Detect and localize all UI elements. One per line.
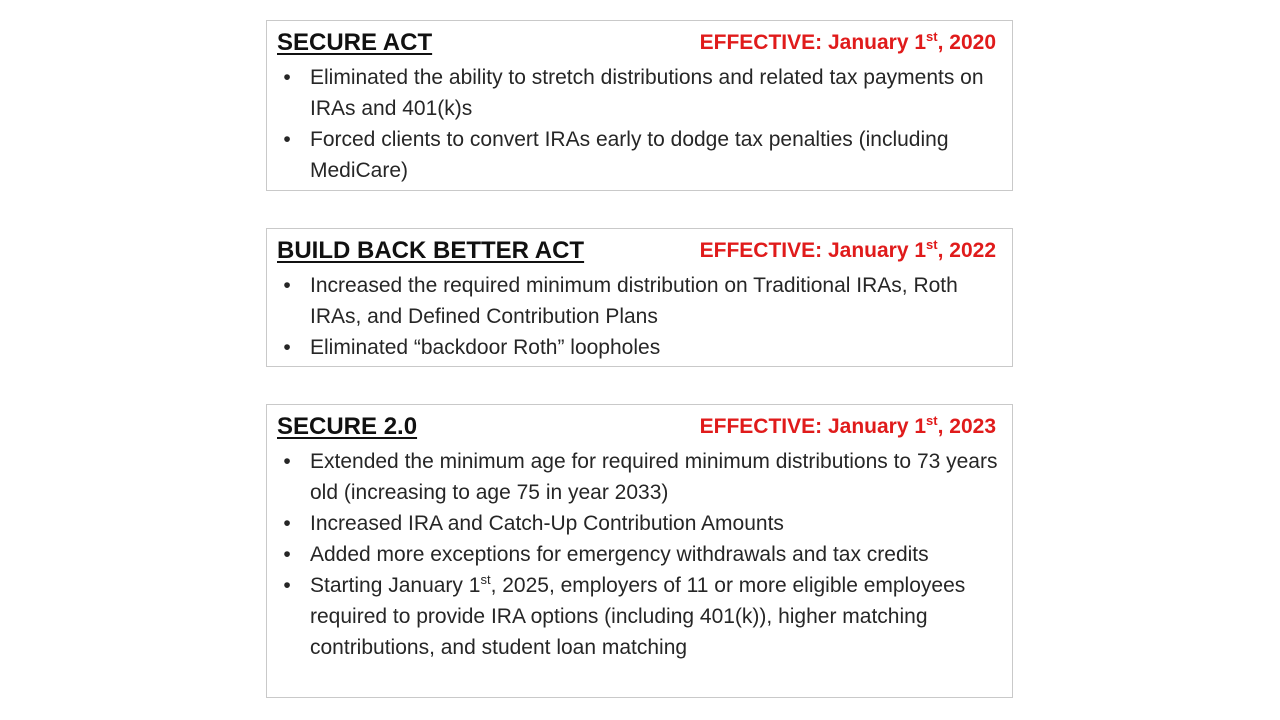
build-back-better-act-card [266, 228, 1013, 367]
bullet-icon: • [283, 336, 291, 359]
bullet-list [277, 446, 1004, 663]
list-item: • Starting January 1st, 2025, employers of 11 or more eligible employees required to provide IRA options (including 401(k)), higher matching contributions, and student loan matching [277, 570, 1004, 663]
bullet-icon: • [283, 66, 291, 89]
effective-date: EFFECTIVE: January 1st, 2022 [699, 237, 996, 262]
bullet-list [277, 62, 1004, 186]
bullet-list [277, 270, 1004, 363]
list-item: • Increased IRA and Catch-Up Contribution Amounts [277, 508, 1004, 539]
act-title: SECURE 2.0 [277, 413, 418, 440]
card-header [277, 237, 996, 267]
bullet-icon: • [283, 128, 291, 151]
list-item: • Increased the required minimum distribution on Traditional IRAs, Roth IRAs, and Defined Contribution Plans [277, 270, 1004, 332]
list-item: • Eliminated “backdoor Roth” loopholes [277, 332, 1004, 363]
bullet-icon: • [283, 450, 291, 473]
secure-2-card [266, 404, 1013, 698]
bullet-icon: • [283, 543, 291, 566]
bullet-icon: • [283, 574, 291, 597]
card-header [277, 29, 996, 59]
list-item: • Forced clients to convert IRAs early to dodge tax penalties (including MediCare) [277, 124, 1004, 186]
act-title: BUILD BACK BETTER ACT [277, 237, 585, 264]
secure-act-card [266, 20, 1013, 191]
list-item: • Extended the minimum age for required minimum distributions to 73 years old (increasing to age 75 in year 2033) [277, 446, 1004, 508]
list-item: • Eliminated the ability to stretch distributions and related tax payments on IRAs and 401(k)s [277, 62, 1004, 124]
bullet-icon: • [283, 512, 291, 535]
effective-date: EFFECTIVE: January 1st, 2023 [699, 413, 996, 438]
act-title: SECURE ACT [277, 29, 433, 56]
list-item: • Added more exceptions for emergency withdrawals and tax credits [277, 539, 1004, 570]
bullet-icon: • [283, 274, 291, 297]
effective-date: EFFECTIVE: January 1st, 2020 [699, 29, 996, 54]
card-header [277, 413, 996, 443]
